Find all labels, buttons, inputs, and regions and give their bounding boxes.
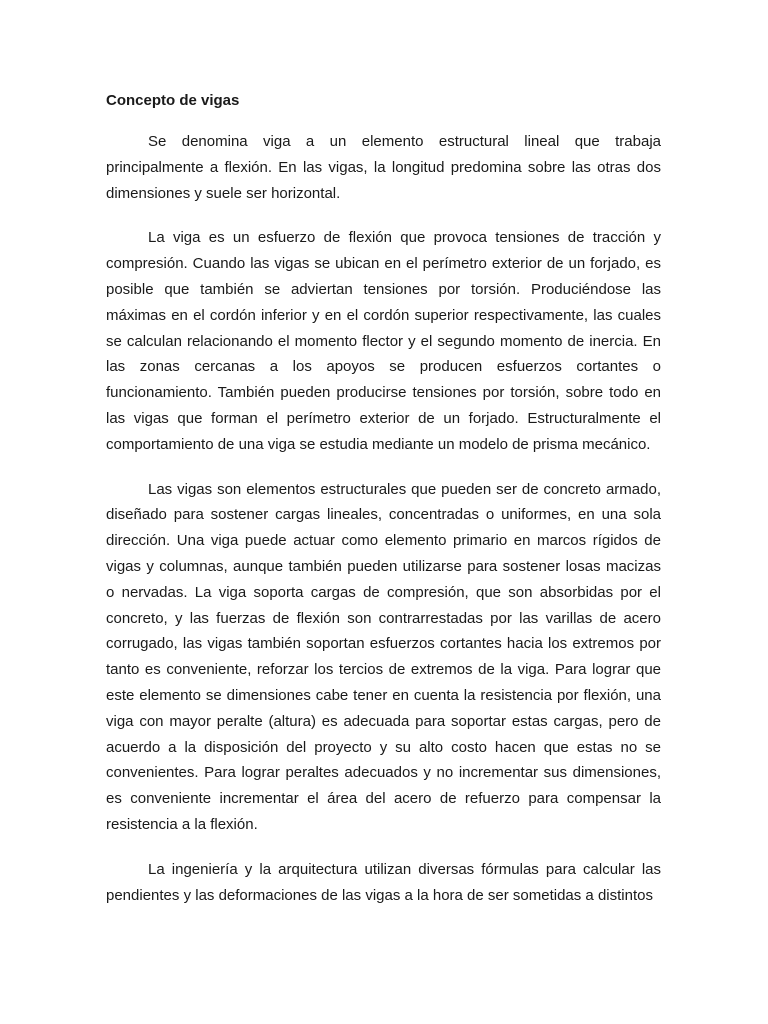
paragraph-flexion-stresses: La viga es un esfuerzo de flexión que provoca tensiones de tracción y compresión. Cuando las vigas se ubican en el perímetro exterior de un forjado, es posible que también se adviertan tensiones por torsión. Produciéndose las máximas en el cordón inferior y en el cordón superior respectivamente, las cuales se calculan relacionando el momento flector y el segundo momento de inercia. En las zonas cercanas a los apoyos se producen esfuerzos cortantes o funcionamiento. También pueden producirse tensiones por torsión, sobre todo en las vigas que forman el perímetro exterior de un forjado. Estructuralmente el comportamiento de una viga se estudia mediante un modelo de prisma mecánico. xyxy=(106,229,661,453)
paragraph-definition: Se denomina viga a un elemento estructural lineal que trabaja principalmente a flexión. En las vigas, la longitud predomina sobre las otras dos dimensiones y suele ser horizontal. xyxy=(106,133,661,202)
paragraph-reinforced-concrete: Las vigas son elementos estructurales que pueden ser de concreto armado, diseñado para sostener cargas lineales, concentradas o uniformes, en una sola dirección. Una viga puede actuar como elemento primario en marcos rígidos de vigas y columnas, aunque también pueden utilizarse para sostener losas macizas o nervadas. La viga soporta cargas de compresión, que son absorbidas por el concreto, y las fuerzas de flexión son contrarrestadas por las varillas de acero corrugado, las vigas también soportan esfuerzos cortantes hacia los extremos por tanto es conveniente, reforzar los tercios de extremos de la viga. Para lograr que este elemento se dimensiones cabe tener en cuenta la resistencia por flexión, una viga con mayor peralte (altura) es adecuada para soportar estas cargas, pero de acuerdo a la disposición del proyecto y su alto costo hacen que estas no se convenientes. Para lograr peraltes adecuados y no incrementar sus dimensiones, es conveniente incrementar el área del acero de refuerzo para compensar la resistencia a la flexión. xyxy=(106,480,661,833)
document-title: Concepto de vigas xyxy=(106,92,240,109)
paragraph-engineering-formulas: La ingeniería y la arquitectura utilizan diversas fórmulas para calcular las pendientes y las deformaciones de las vigas a la hora de ser sometidas a distintos xyxy=(106,860,661,904)
document-body xyxy=(106,90,661,908)
